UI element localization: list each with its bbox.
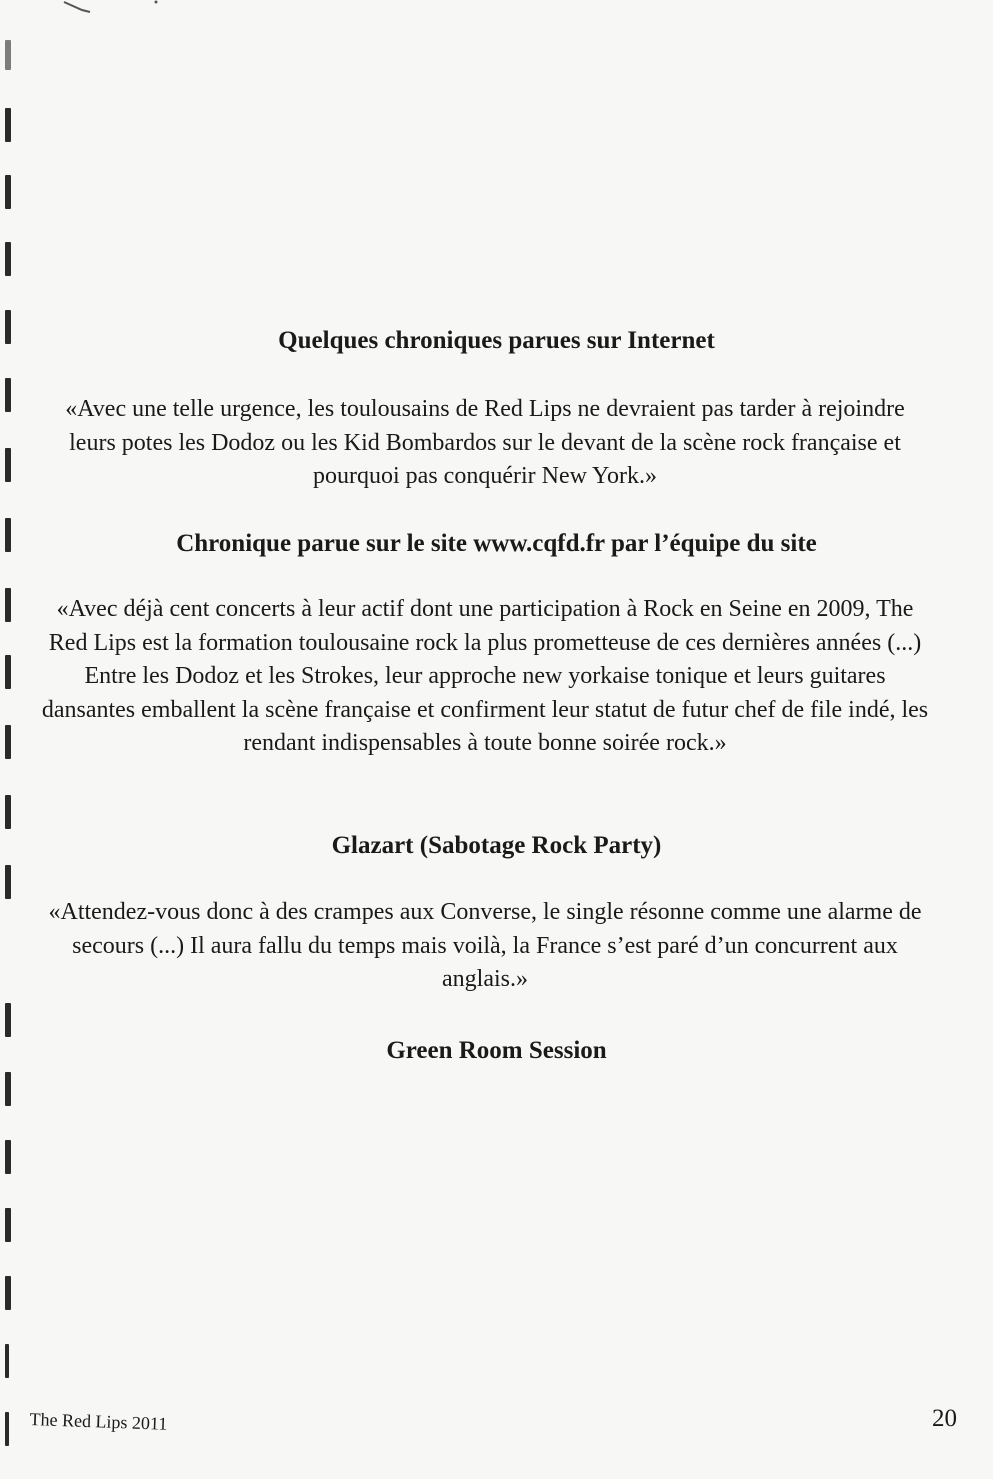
binding-mark — [5, 795, 11, 829]
section-heading: Glazart (Sabotage Rock Party) — [331, 832, 662, 859]
binding-marks — [0, 0, 24, 1479]
binding-mark — [5, 108, 11, 142]
binding-mark — [5, 1276, 11, 1310]
binding-mark — [5, 242, 11, 276]
binding-mark — [5, 588, 11, 622]
binding-mark — [5, 1072, 11, 1106]
section-heading: Quelques chroniques parues sur Internet — [278, 327, 715, 354]
binding-mark — [5, 865, 11, 899]
section-heading: Green Room Session — [386, 1037, 607, 1064]
binding-mark — [5, 1208, 11, 1242]
binding-mark — [5, 1140, 11, 1174]
binding-mark — [5, 1344, 9, 1378]
binding-mark — [5, 378, 11, 412]
binding-mark — [5, 725, 11, 759]
section-heading: Chronique parue sur le site www.cqfd.fr par l’équipe du site — [176, 530, 817, 557]
binding-mark — [5, 1412, 9, 1446]
scan-artifact — [60, 0, 170, 14]
review-quote: «Attendez-vous donc à des crampes aux Converse, le single résonne comme une alarme de secours (...) Il aura fallu du temps mais voilà, la France s’est paré d’un concurrent aux anglais.» — [48, 899, 922, 992]
binding-mark — [5, 40, 11, 70]
review-quote: «Avec une telle urgence, les toulousains de Red Lips ne devraient pas tarder à rejoindre leurs potes les Dodoz ou les Kid Bombardos sur le devant de la scène rock française et pourquoi pas conquérir New York.» — [65, 396, 905, 489]
page-number: 20 — [932, 1405, 957, 1432]
binding-mark — [5, 448, 11, 482]
binding-mark — [5, 655, 11, 689]
footer-label: The Red Lips 2011 — [29, 1408, 168, 1434]
binding-mark — [5, 1003, 11, 1037]
review-quote: «Avec déjà cent concerts à leur actif dont une participation à Rock en Seine en 2009, The Red Lips est la formation toulousaine rock la plus prometteuse de ces dernières années (...) Entre les Dodoz et les Strokes, leur approche new yorkaise tonique et leurs guitares dansantes emballent la scène française et confirment leur statut de futur chef de file indé, les rendant indispensables à toute bonne soirée rock.» — [41, 596, 929, 756]
binding-mark — [5, 175, 11, 209]
